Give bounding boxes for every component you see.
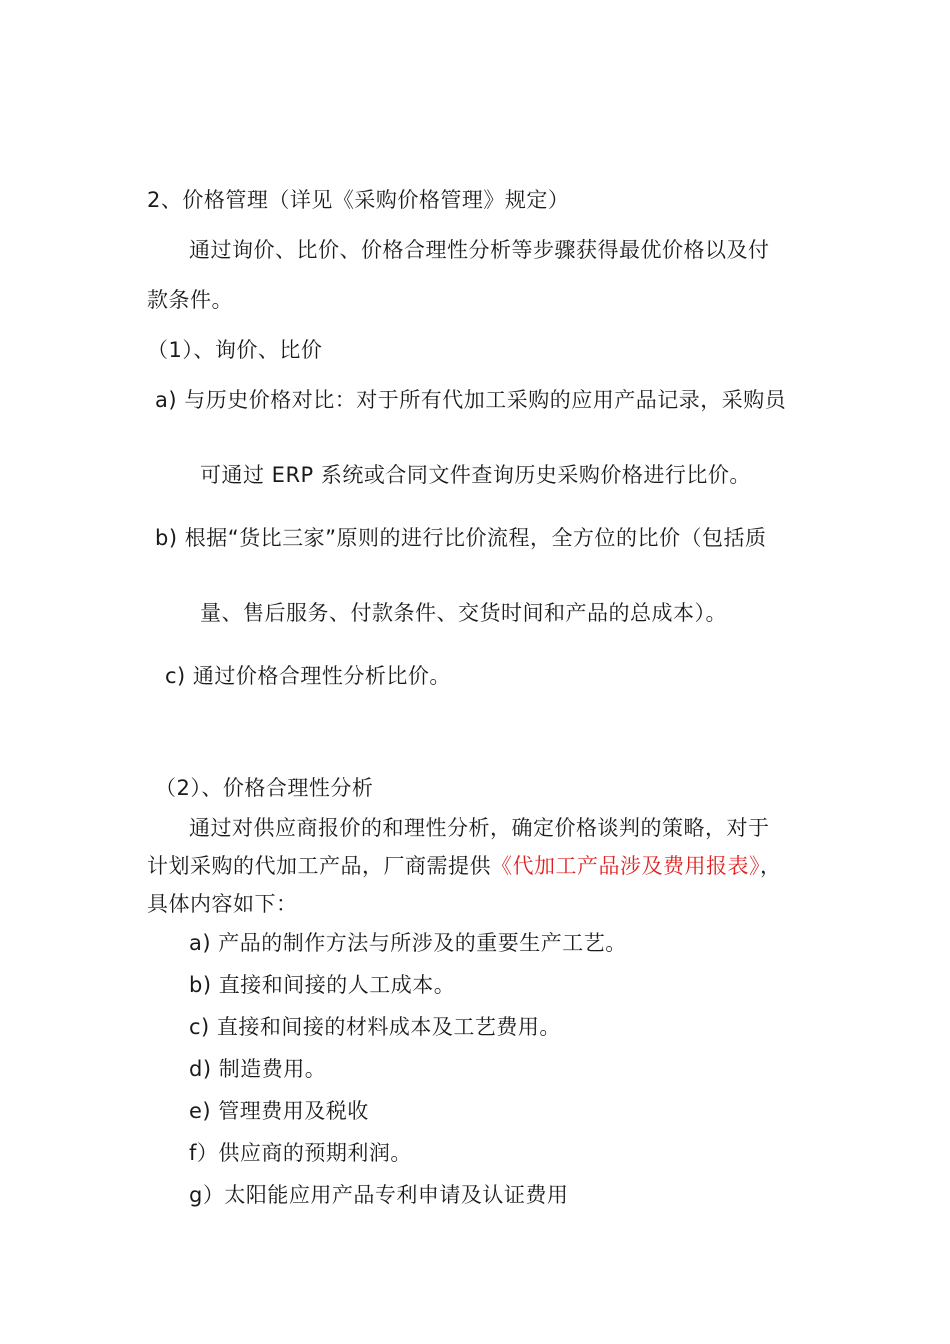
list-item: f）供应商的预期利润。: [189, 1141, 412, 1165]
item-b-line-1: b) 根据“货比三家”原则的进行比价流程，全方位的比价（包括质: [155, 526, 767, 550]
section-heading: 2、价格管理（详见《采购价格管理》规定）: [147, 188, 570, 212]
item-b-line-2: 量、售后服务、付款条件、交货时间和产品的总成本）。: [200, 601, 727, 625]
expense-report-title: 《代加工产品涉及费用报表》: [491, 854, 760, 878]
list-item: g）太阳能应用产品专利申请及认证费用: [189, 1183, 569, 1207]
item-c: c) 通过价格合理性分析比价。: [165, 664, 451, 688]
sub2-heading: （2）、价格合理性分析: [155, 776, 374, 800]
intro-line-2: 款条件。: [147, 288, 233, 312]
para-line-2-prefix: 计划采购的代加工产品，厂商需提供: [147, 854, 491, 878]
para-line-2-suffix: ，: [760, 854, 782, 878]
sub1-heading: （1）、询价、比价: [147, 338, 323, 362]
item-a-line-1: a) 与历史价格对比：对于所有代加工采购的应用产品记录，采购员: [155, 388, 787, 412]
list-item: e) 管理费用及税收: [189, 1099, 369, 1123]
intro-line-1: 通过询价、比价、价格合理性分析等步骤获得最优价格以及付: [189, 238, 770, 262]
list-item: b) 直接和间接的人工成本。: [189, 973, 456, 997]
item-a-line-2: 可通过 ERP 系统或合同文件查询历史采购价格进行比价。: [200, 463, 751, 487]
sub2-para-line-3: 具体内容如下：: [147, 892, 298, 916]
list-item: d) 制造费用。: [189, 1057, 327, 1081]
sub2-para-line-2: [147, 852, 782, 880]
list-item: c) 直接和间接的材料成本及工艺费用。: [189, 1015, 561, 1039]
list-item: a) 产品的制作方法与所涉及的重要生产工艺。: [189, 931, 627, 955]
sub2-para-line-1: 通过对供应商报价的和理性分析，确定价格谈判的策略，对于: [189, 816, 770, 840]
